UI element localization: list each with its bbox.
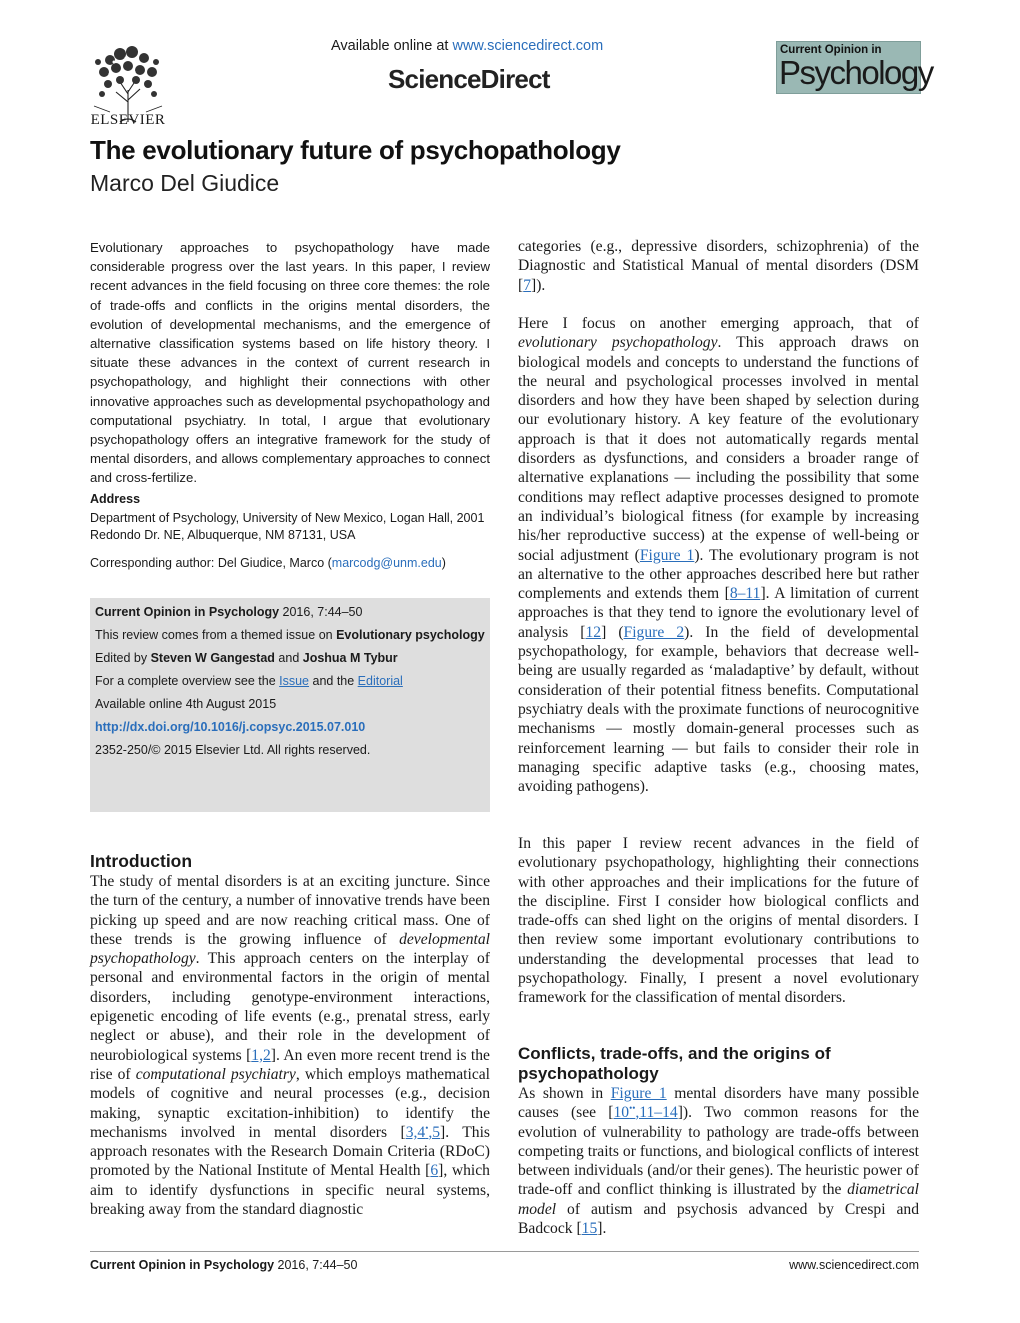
introduction-text: The study of mental disorders is at an exciting juncture. Since the turn of the century, a number of innovative trends have been picking up speed and are now reaching critical mass. One of these trends is the growing influence of developmental psychopathology. This approach centers on the interplay of personal and environmental factors in the origin of mental disorders, including genotype-environment interactions, epigenetic encoding of life events (e.g., prenatal stress, early neglect or abuse), and their role in the development of neurobiological systems [1,2]. An even more recent trend is the rise of computational psychiatry, which employs mathematical models of cognitive and neural processes (e.g., decision making, synaptic excitation-inhibition) to identify the mechanisms involved in mental disorders [3,4•,5]. This approach resonates with the Research Domain Criteria (RDoC) promoted by the National Institute of Mental Health [6], which aim to identify dysfunctions in specific neural systems, breaking away from the standard diagnostic (90, 873, 490, 1219)
ref-1-2[interactable]: 1,2 (251, 1046, 271, 1064)
availability-prefix: Available online at (331, 38, 453, 54)
info-available-date: Available online 4th August 2015 (95, 697, 277, 711)
availability-line (331, 38, 603, 54)
journal-badge-line1: Current Opinion in (780, 44, 882, 56)
ref-8-11[interactable]: 8–11 (729, 585, 761, 603)
info-citation (95, 605, 362, 619)
body-paragraph-4: As shown in Figure 1 mental disorders have many possible causes (see [10••,11–14]). Two common reasons for the evolution of vulnerability to pathology are trade-offs between competing traits or functions, and biological conflicts of interest between individuals (and/or their genes). The heuristic power of trade-off and conflict thinking is illustrated by the diametrical model of autism and psychosis advanced by Crespi and Badcock [15]. (518, 1085, 919, 1238)
footer-divider (90, 1251, 919, 1252)
footer-citation (90, 1258, 357, 1272)
section-heading-conflicts: Conflicts, trade-offs, and the origins of psychopathology (518, 1044, 831, 1083)
doi-link[interactable] (95, 720, 365, 734)
ref-3-4-5[interactable]: 3,4•,5 (405, 1122, 441, 1141)
platform-name: ScienceDirect (388, 64, 550, 94)
info-citation-text: 2016, 7:44–50 (279, 605, 363, 619)
info-journal: Current Opinion in Psychology (95, 605, 280, 619)
info-theme (95, 628, 485, 642)
journal-cover-badge (776, 41, 933, 94)
figure-1-link-2[interactable]: Figure 1 (610, 1085, 667, 1102)
ref-10-11-14[interactable]: 10••,11–14 (613, 1103, 678, 1122)
info-theme-prefix: This review comes from a themed issue on (95, 628, 337, 642)
info-edited-and: and (274, 651, 303, 665)
article-title: The evolutionary future of psychopathology (90, 135, 621, 165)
info-theme-name: Evolutionary psychology (336, 628, 485, 642)
info-editor-2: Joshua M Tybur (302, 651, 398, 665)
ref-6[interactable]: 6 (430, 1162, 439, 1180)
info-overview-and: and the (309, 674, 358, 688)
corresponding-prefix: Corresponding author: Del Giudice, Marco ( (90, 556, 332, 570)
body-paragraph-3: In this paper I review recent advances in the field of evolutionary psychopathology, highlighting their connections with other approaches and their implications for the future of the discipline. First I consider how biological conflicts and trade-offs can shed light on the origins of mental disorders. I then review some important evolutionary contributions to understanding the developmental processes that lead to psychopathology. Finally, I present a novel evolutionary framework for the classification of mental disorders. (518, 835, 919, 1007)
info-editors (95, 651, 398, 665)
figure-1-link[interactable]: Figure 1 (639, 546, 695, 564)
info-overview (95, 674, 403, 688)
journal-badge-line2: Psychology (779, 54, 933, 91)
author-name: Marco Del Giudice (90, 170, 280, 196)
section-heading-introduction: Introduction (90, 851, 193, 871)
info-copyright: 2352-250/© 2015 Elsevier Ltd. All rights reserved. (95, 743, 371, 757)
footer-citation-text: 2016, 7:44–50 (274, 1258, 358, 1272)
address-heading: Address (90, 492, 141, 506)
issue-link[interactable]: Issue (279, 674, 310, 688)
author-email-link[interactable]: marcodg@unm.edu (331, 556, 442, 570)
body-paragraph-1: categories (e.g., depressive disorders, schizophrenia) of the Diagnostic and Statistical Manual of mental disorders (DSM [7]). (518, 238, 919, 294)
info-editor-1: Steven W Gangestad (150, 651, 275, 665)
corresponding-suffix: ) (441, 556, 446, 570)
sciencedirect-link[interactable]: www.sciencedirect.com (452, 38, 604, 54)
address-text: Department of Psychology, University of New Mexico, Logan Hall, 2001 Redondo Dr. NE, Albuquerque, NM 87131, USA (90, 511, 485, 542)
abstract: Evolutionary approaches to psychopathology have made considerable progress over the last years. In this paper, I review recent advances in the field focusing on three core themes: the role of trade-offs and conflicts in the origins mental disorders, the evolution of developmental mechanisms, and the emergence of alternative classification systems based on life history theory. I situate these advances in the context of current research in psychopathology, and highlight their connections with other innovative approaches such as developmental psychopathology and computational psychiatry. In total, I argue that evolutionary psychopathology offers an integrative framework for the study of mental disorders, and allows complementary approaches to connect and cross-fertilize. (90, 240, 490, 486)
body-paragraph-2: Here I focus on another emerging approach, that of evolutionary psychopathology. This approach draws on biological models and concepts to understand the functions of the neural and psychological processes involved in mental disorders and how they have been shaped by selection during our evolutionary history. A key feature of the evolutionary approach is that it does not automatically regards mental disorders as dysfunctions, and considers a broader range of alternative explanations — including the possibility that some conditions may reflect adaptive processes designed to promote an individual’s biological fitness (for example by increasing his/her reproductive success) at the expense of well-being or social adjustment (Figure 1). The evolutionary program is not an alternative to the other approaches described here but rather complements and extends them [8–11]. A limitation of current approaches is that they tend to ignore the evolutionary level of analysis [12] (Figure 2). In the field of developmental psychopathology, for example, behaviors that decrease well-being are usually regarded as ‘maladaptive’ by default, without consideration of their potential fitness benefits. Computational psychiatry deals with the proximate functions of neurocognitive mechanisms — mostly domain-general processes such as reinforcement learning — but fails to consider their role in managing specific adaptive tasks (e.g., choosing mates, avoiding pathogens). (518, 315, 920, 796)
corresponding-author (90, 556, 446, 570)
doi-link-text[interactable]: http://dx.doi.org/10.1016/j.copsyc.2015.07.010 (95, 720, 366, 734)
ref-15[interactable]: 15 (581, 1220, 598, 1238)
article-info-box (90, 598, 490, 812)
footer-url[interactable]: www.sciencedirect.com (789, 1258, 919, 1272)
figure-2-link[interactable]: Figure 2 (623, 623, 685, 641)
ref-12[interactable]: 12 (585, 623, 602, 641)
ref-7[interactable]: 7 (523, 276, 531, 294)
info-overview-prefix: For a complete overview see the (95, 674, 280, 688)
publisher-name: ELSEVIER (90, 112, 166, 128)
info-edited-prefix: Edited by (95, 651, 151, 665)
footer-journal: Current Opinion in Psychology (90, 1258, 275, 1272)
editorial-link[interactable]: Editorial (357, 674, 403, 688)
